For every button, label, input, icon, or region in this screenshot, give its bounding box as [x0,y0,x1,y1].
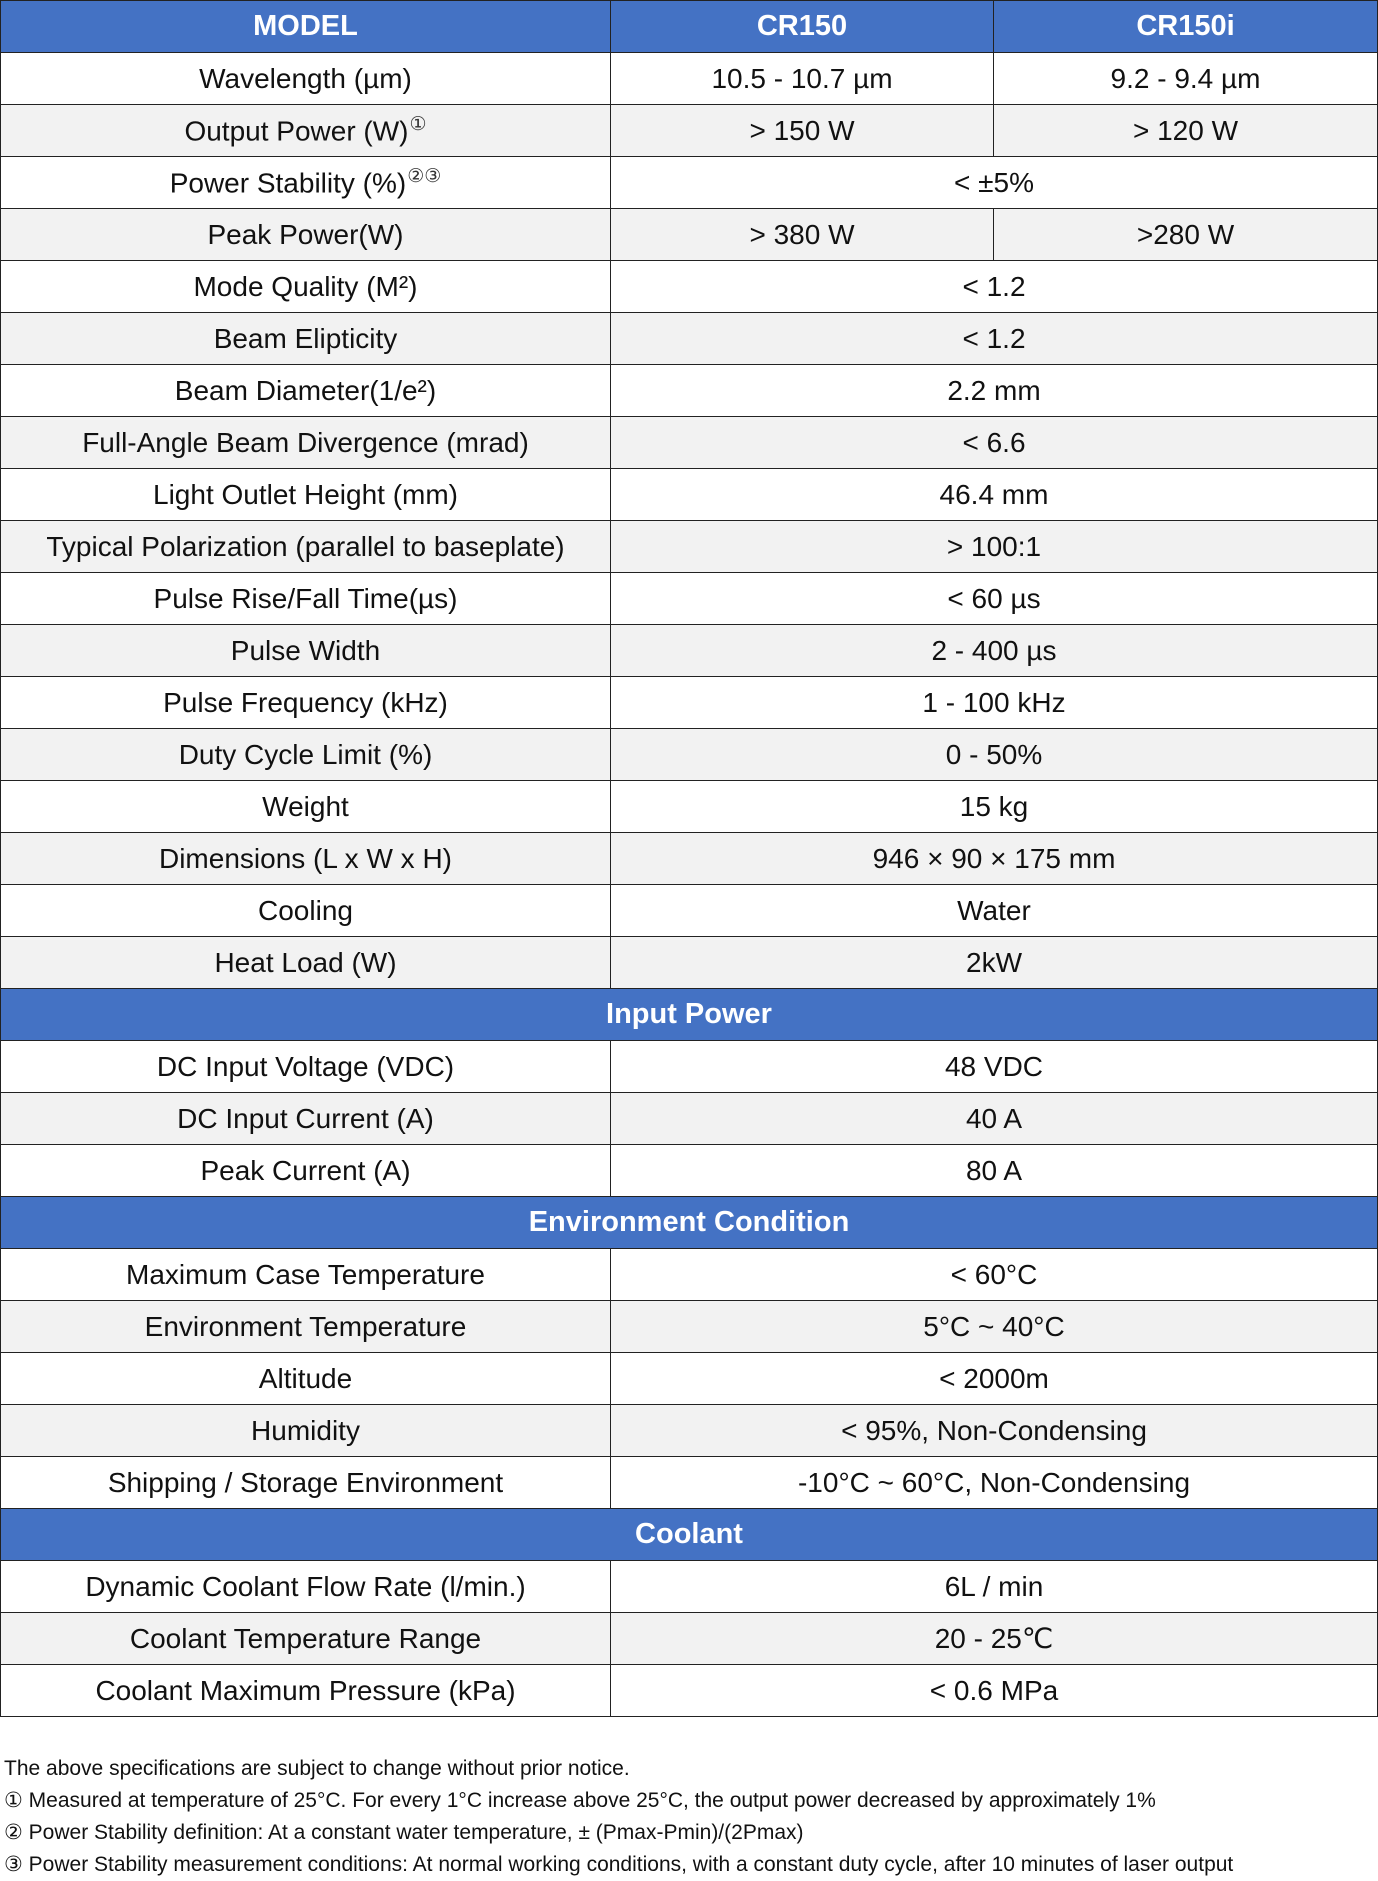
spec-label-text: Heat Load (W) [214,946,397,978]
cr150-value: > 380 W [611,209,994,261]
spec-label: Coolant Temperature Range [1,1613,611,1665]
spec-label [1,313,611,365]
spec-row [1,521,1378,573]
cr150i-value: 9.2 - 9.4 µm [994,53,1378,105]
shared-value: < 1.2 [611,313,1378,365]
cr150-value: 10.5 - 10.7 µm [611,53,994,105]
spec-row [1,781,1378,833]
spec-label [1,469,611,521]
shared-value: < 2000m [611,1353,1378,1405]
footnote-marker: ②③ [407,166,442,188]
spec-row [1,1353,1378,1405]
spec-label-text: Cooling [258,894,353,926]
shared-value: 1 - 100 kHz [611,677,1378,729]
cr150-header: CR150 [611,1,994,53]
spec-label-text: Wavelength (µm) [199,62,412,94]
spec-row [1,261,1378,313]
spec-row [1,53,1378,105]
spec-row [1,157,1378,209]
section-title: Input Power [1,989,1378,1041]
spec-label [1,885,611,937]
section-title: Environment Condition [1,1197,1378,1249]
spec-label-text: Beam Diameter(1/e²) [174,374,437,406]
spec-label-text: Dimensions (L x W x H) [158,842,452,874]
spec-row [1,469,1378,521]
spec-label: Dynamic Coolant Flow Rate (l/min.) [1,1561,611,1613]
footnote-line: ② Power Stability definition: At a constant water temperature, ± (Pmax-Pmin)/(2Pmax) [4,1821,804,1844]
spec-label: Altitude [1,1353,611,1405]
spec-row [1,1561,1378,1613]
spec-table-body [1,1,1378,1717]
section-header-row [1,989,1378,1041]
spec-row [1,1041,1378,1093]
shared-value: 0 - 50% [611,729,1378,781]
spec-row [1,729,1378,781]
section-title: Coolant [1,1509,1378,1561]
spec-label: Maximum Case Temperature [1,1249,611,1301]
shared-value: 15 kg [611,781,1378,833]
footnote-line: The above specifications are subject to change without prior notice. [4,1757,630,1780]
spec-label: Coolant Maximum Pressure (kPa) [1,1665,611,1717]
spec-label-text: Pulse Rise/Fall Time(µs) [153,582,458,614]
cr150i-header: CR150i [994,1,1378,53]
shared-value: 20 - 25℃ [611,1613,1378,1665]
shared-value: 946 × 90 × 175 mm [611,833,1378,885]
spec-label [1,937,611,989]
spec-label [1,157,611,209]
spec-label: Peak Current (A) [1,1145,611,1197]
spec-label-text: Pulse Width [230,634,381,666]
shared-value: 2 - 400 µs [611,625,1378,677]
shared-value: 80 A [611,1145,1378,1197]
spec-label: DC Input Voltage (VDC) [1,1041,611,1093]
spec-label [1,261,611,313]
spec-row [1,105,1378,157]
spec-row [1,417,1378,469]
spec-label-text: Power Stability (%) [169,167,407,199]
spec-label-text: Output Power (W) [184,115,409,147]
spec-label: Environment Temperature [1,1301,611,1353]
footnote-marker: ① [409,114,427,136]
spec-row [1,1301,1378,1353]
spec-label [1,209,611,261]
section-header-row [1,1509,1378,1561]
shared-value: < 60°C [611,1249,1378,1301]
spec-label [1,833,611,885]
footnote-line: ① Measured at temperature of 25°C. For every 1°C increase above 25°C, the output power decreased by approximately 1% [4,1789,1156,1812]
model-header: MODEL [1,1,611,53]
spec-row [1,1613,1378,1665]
spec-row [1,573,1378,625]
spec-label-text: Peak Power(W) [207,218,404,250]
shared-value: < 1.2 [611,261,1378,313]
shared-value: 40 A [611,1093,1378,1145]
spec-label [1,573,611,625]
spec-label: DC Input Current (A) [1,1093,611,1145]
spec-row [1,209,1378,261]
spec-row [1,833,1378,885]
shared-value: 46.4 mm [611,469,1378,521]
spec-label-text: Weight [262,790,349,822]
section-header-row [1,1197,1378,1249]
footnote-line: ③ Power Stability measurement conditions: At normal working conditions, with a constant duty cycle, after 10 minutes of laser output [4,1853,1234,1876]
spec-label [1,417,611,469]
shared-value: < 6.6 [611,417,1378,469]
shared-value: < 60 µs [611,573,1378,625]
cr150-value: > 150 W [611,105,994,157]
shared-value: < 0.6 MPa [611,1665,1378,1717]
spec-label-text: Full-Angle Beam Divergence (mrad) [82,426,529,458]
spec-row [1,625,1378,677]
spec-label: Shipping / Storage Environment [1,1457,611,1509]
shared-value: < ±5% [611,157,1378,209]
shared-value: -10°C ~ 60°C, Non-Condensing [611,1457,1378,1509]
shared-value: 48 VDC [611,1041,1378,1093]
spec-label-text: Duty Cycle Limit (%) [178,738,433,770]
shared-value: Water [611,885,1378,937]
spec-row [1,1665,1378,1717]
spec-row [1,937,1378,989]
spec-row [1,365,1378,417]
spec-label [1,53,611,105]
shared-value: < 95%, Non-Condensing [611,1405,1378,1457]
spec-label [1,781,611,833]
shared-value: > 100:1 [611,521,1378,573]
spec-label-text: Typical Polarization (parallel to baseplate) [46,530,565,562]
table-header-row [1,1,1378,53]
spec-label [1,105,611,157]
spec-label [1,729,611,781]
spec-label-text: Pulse Frequency (kHz) [163,686,448,718]
spec-row [1,885,1378,937]
shared-value: 2kW [611,937,1378,989]
spec-row [1,1457,1378,1509]
shared-value: 5°C ~ 40°C [611,1301,1378,1353]
cr150i-value: >280 W [994,209,1378,261]
spec-row [1,1093,1378,1145]
spec-label [1,677,611,729]
spec-row [1,1405,1378,1457]
spec-label-text: Mode Quality (M²) [193,270,418,302]
spec-row [1,313,1378,365]
spec-label [1,521,611,573]
footnotes [4,1753,1374,1881]
shared-value: 2.2 mm [611,365,1378,417]
spec-label [1,625,611,677]
spec-label: Humidity [1,1405,611,1457]
spec-label-text: Beam Elipticity [213,322,398,354]
spec-label-text: Light Outlet Height (mm) [153,478,458,510]
cr150i-value: > 120 W [994,105,1378,157]
shared-value: 6L / min [611,1561,1378,1613]
spec-row [1,1249,1378,1301]
spec-label [1,365,611,417]
spec-row [1,677,1378,729]
spec-row [1,1145,1378,1197]
